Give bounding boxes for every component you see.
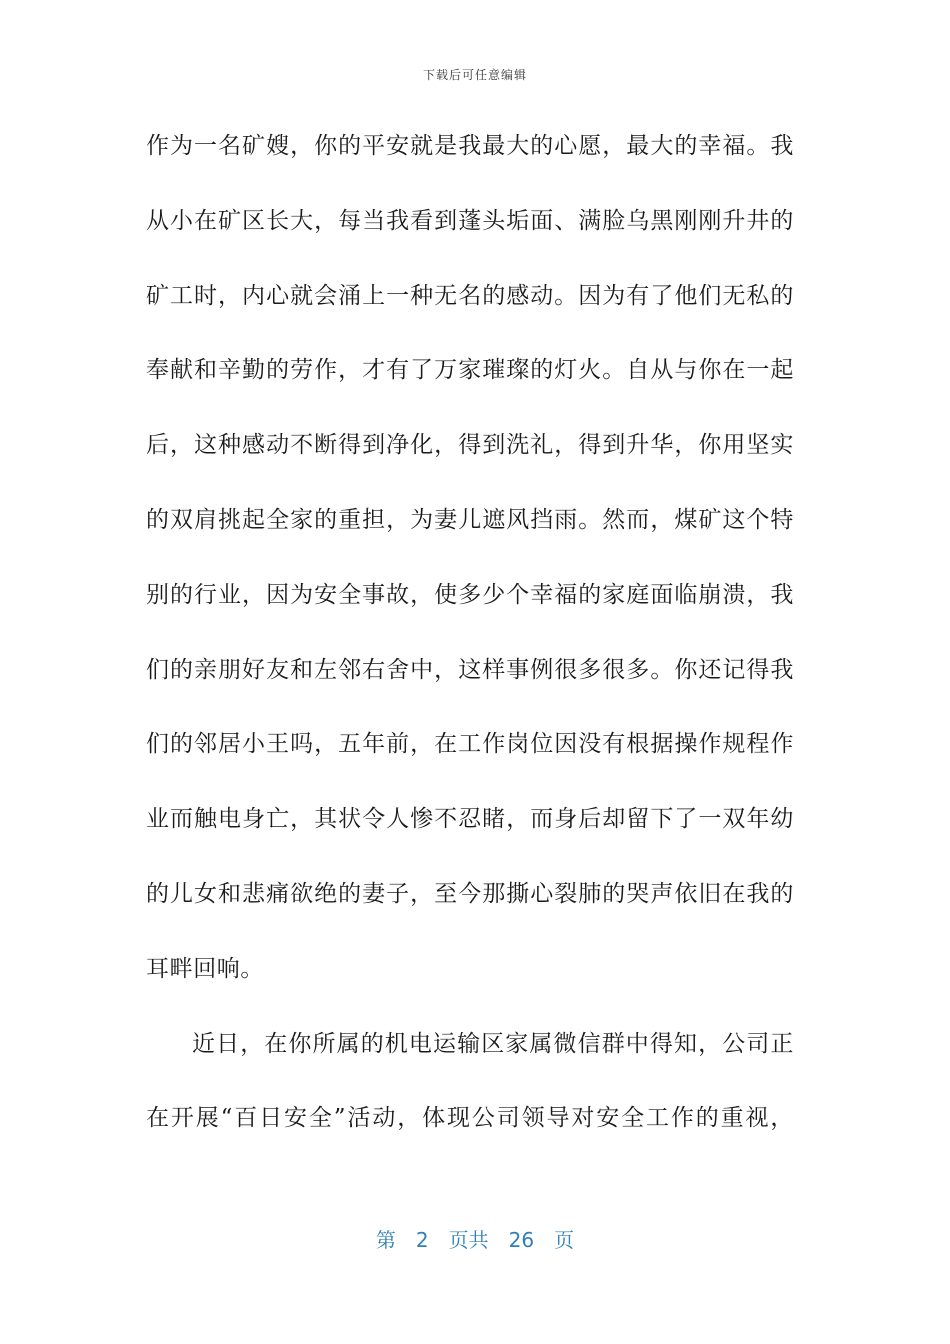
footer-word-ye: 页 [554, 1228, 575, 1252]
text-line: 耳畔回响。 [146, 955, 264, 982]
text-line: 别的行业，因为安全事故，使多少个幸福的家庭面临崩溃，我 [146, 581, 794, 608]
text-line: 们的邻居小王吗，五年前，在工作岗位因没有根据操作规程作 [146, 731, 794, 758]
text-line: 近日，在你所属的机电运输区家属微信群中得知，公司正 [192, 1030, 794, 1057]
current-page-number: 2 [415, 1228, 429, 1252]
text-line: 从小在矿区长大，每当我看到蓬头垢面、满脸乌黑刚刚升井的 [146, 207, 794, 234]
text-line: 矿工时，内心就会涌上一种无名的感动。因为有了他们无私的 [146, 282, 794, 309]
text-line: 后，这种感动不断得到净化，得到洗礼，得到升华，你用坚实 [146, 432, 794, 459]
page-footer [0, 1224, 950, 1253]
text-line: 作为一名矿嫂，你的平安就是我最大的心愿，最大的幸福。我 [146, 133, 794, 159]
total-page-number: 26 [508, 1228, 535, 1252]
text-line: 的儿女和悲痛欲绝的妻子，至今那撕心裂肺的哭声依旧在我的 [146, 880, 794, 907]
text-line: 们的亲朋好友和左邻右舍中，这样事例很多很多。你还记得我 [146, 656, 794, 683]
footer-word-ye-gong: 页共 [448, 1228, 489, 1252]
header-note: 下载后可任意编辑 [422, 68, 527, 82]
text-line: 业而触电身亡，其状令人惨不忍睹，而身后却留下了一双年幼 [146, 806, 794, 833]
footer-word-di: 第 [375, 1228, 396, 1252]
text-line: 的双肩挑起全家的重担，为妻儿遮风挡雨。然而，煤矿这个特 [146, 506, 794, 533]
document-body [146, 124, 794, 1171]
text-line: 在开展“百日安全”活动，体现公司领导对安全工作的重视， [146, 1105, 794, 1132]
text-line: 奉献和辛勤的劳作，才有了万家璀璨的灯火。自从与你在一起 [146, 357, 794, 384]
